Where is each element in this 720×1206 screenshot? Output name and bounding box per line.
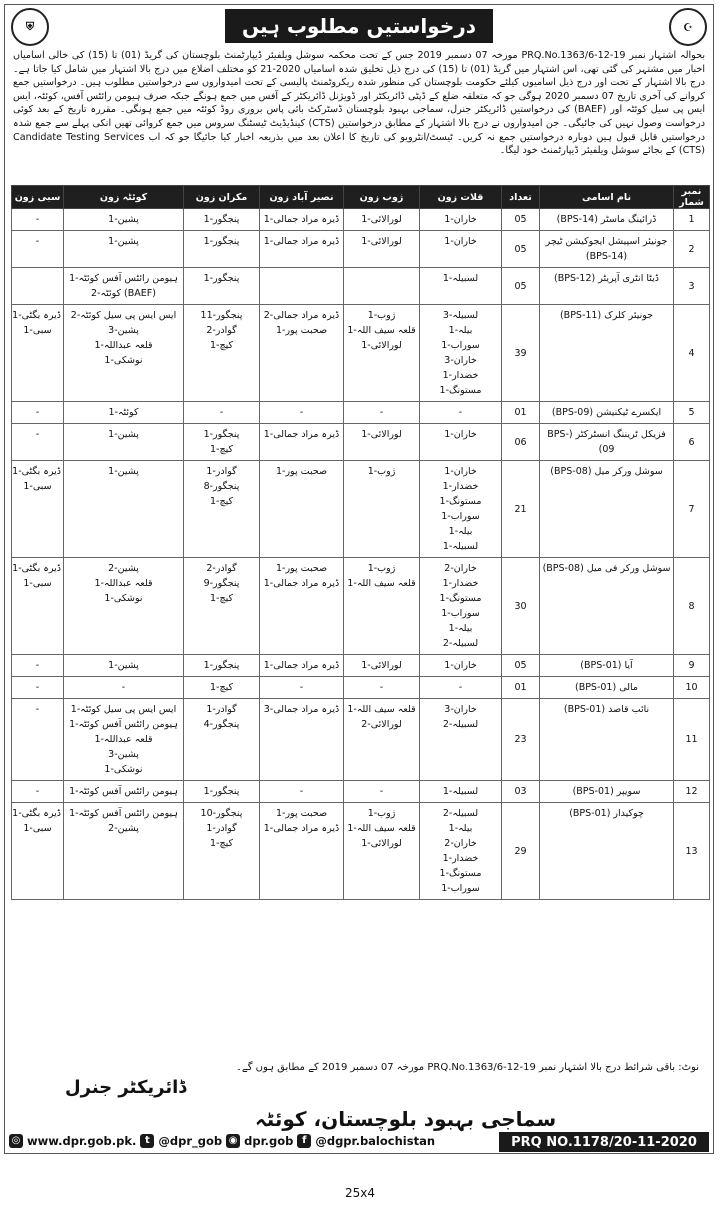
footnote: نوٹ: باقی شرائط درج بالا اشتہار نمبر PRQ.No.1363/6-12-19 مورخہ 07 دسمبر 2019 کے مطابق ہوں گے۔	[235, 1062, 699, 1073]
serial-number: 6	[674, 424, 710, 461]
district-entry: قلعہ سیف اللہ-1	[347, 704, 416, 715]
post-count: 23	[502, 699, 540, 781]
district-entry: ڈیرہ مراد جمالی-1	[263, 660, 340, 671]
district-entry: -	[458, 682, 463, 693]
zone-quetta-cell	[64, 402, 184, 424]
district-entry: سوراب-1	[441, 883, 480, 894]
zone-nasirabad-cell	[260, 231, 344, 268]
district-entry: پنجگور-10	[200, 808, 243, 819]
district-entry: -	[35, 786, 40, 797]
district-entry: لسبیلہ-1	[442, 786, 479, 797]
zone-quetta-cell	[64, 803, 184, 900]
district-entry: ژوب-1	[367, 310, 396, 321]
district-entry: -	[299, 407, 304, 418]
district-entry: -	[219, 407, 224, 418]
zone-kalat-cell	[420, 699, 502, 781]
zone-nasirabad-cell	[260, 461, 344, 558]
district-entry: پشین-1	[108, 214, 139, 225]
district-entry: خضدار-1	[442, 578, 479, 589]
column-header: سبی زون	[12, 186, 64, 209]
zone-sibi-cell	[12, 305, 64, 402]
zone-sibi-cell	[12, 655, 64, 677]
serial-number: 13	[674, 803, 710, 900]
zone-makran-cell	[184, 781, 260, 803]
district-entry: بیلہ-1	[448, 823, 473, 834]
district-entry: پنجگور-1	[203, 429, 240, 440]
district-entry: لورالائی-1	[361, 660, 402, 671]
post-count: 01	[502, 402, 540, 424]
zone-kalat-cell	[420, 209, 502, 231]
district-entry: سوراب-1	[441, 340, 480, 351]
district-entry: -	[121, 682, 126, 693]
district-entry: ڈیرہ بگٹی-1	[12, 808, 61, 819]
zone-kalat-cell	[420, 424, 502, 461]
table-row	[12, 803, 710, 900]
district-entry: ڈیرہ مراد جمالی-1	[263, 236, 340, 247]
district-entry: کیچ-1	[210, 340, 233, 351]
column-header: نام اسامی	[540, 186, 674, 209]
zone-nasirabad-cell	[260, 781, 344, 803]
district-entry: ڈیرہ مراد جمالی-1	[263, 214, 340, 225]
district-entry: پشین-2	[108, 563, 139, 574]
column-header: مکران زون	[184, 186, 260, 209]
district-entry: ژوب-1	[367, 563, 396, 574]
district-entry: ڈیرہ مراد جمالی-2	[263, 310, 340, 321]
district-entry: گوادر-1	[206, 704, 237, 715]
district-entry: خضدار-1	[442, 370, 479, 381]
district-entry: لسبیلہ-1	[442, 541, 479, 552]
zone-nasirabad-cell	[260, 209, 344, 231]
facebook-handle[interactable]: @dgpr.balochistan	[315, 1134, 436, 1148]
district-entry: کیچ-1	[210, 682, 233, 693]
table-body	[12, 209, 710, 900]
district-entry: لسبیلہ-2	[442, 808, 479, 819]
district-entry: -	[35, 407, 40, 418]
district-entry: خاران-1	[444, 236, 477, 247]
zone-zhob-cell	[344, 781, 420, 803]
serial-number: 4	[674, 305, 710, 402]
district-entry: صحبت پور-1	[275, 325, 328, 336]
zone-makran-cell	[184, 402, 260, 424]
district-entry: کیچ-1	[210, 496, 233, 507]
district-entry: -	[379, 407, 384, 418]
zone-quetta-cell	[64, 231, 184, 268]
post-count: 30	[502, 558, 540, 655]
table-row	[12, 461, 710, 558]
table-row	[12, 699, 710, 781]
zone-kalat-cell	[420, 402, 502, 424]
district-entry: (BAEF) کوئٹہ-2	[91, 288, 156, 299]
signatory-department: سماجی بہبود بلوچستان، کوئٹہ	[255, 1107, 557, 1131]
district-entry: -	[299, 786, 304, 797]
district-entry: خاران-1	[444, 429, 477, 440]
zone-nasirabad-cell	[260, 677, 344, 699]
district-entry: پنجگور-8	[203, 481, 240, 492]
district-entry: -	[379, 786, 384, 797]
table-row	[12, 305, 710, 402]
district-entry: خاران-2	[444, 838, 477, 849]
zone-kalat-cell	[420, 655, 502, 677]
post-name: ایکسرے ٹیکنیشن (BPS-09)	[540, 402, 674, 424]
zone-zhob-cell	[344, 209, 420, 231]
zone-kalat-cell	[420, 231, 502, 268]
serial-number: 9	[674, 655, 710, 677]
serial-number: 3	[674, 268, 710, 305]
table-row	[12, 231, 710, 268]
district-entry: قلعہ عبداللہ-1	[94, 734, 153, 745]
district-entry: مستونگ-1	[439, 868, 482, 879]
zone-kalat-cell	[420, 558, 502, 655]
district-entry: پشین-3	[108, 325, 139, 336]
district-entry: -	[299, 682, 304, 693]
district-entry: -	[35, 660, 40, 671]
column-header: نمبر شمار	[674, 186, 710, 209]
district-entry: لسبیلہ-3	[442, 310, 479, 321]
zone-zhob-cell	[344, 461, 420, 558]
footer	[5, 1130, 713, 1154]
district-entry: سبی-1	[23, 823, 52, 834]
vacancies-table	[11, 185, 710, 900]
zone-sibi-cell	[12, 268, 64, 305]
district-entry: قلعہ عبداللہ-1	[94, 340, 153, 351]
district-entry: لسبیلہ-1	[442, 273, 479, 284]
post-name: جونیئر کلرک (BPS-11)	[540, 305, 674, 402]
serial-number: 12	[674, 781, 710, 803]
district-entry: قلعہ عبداللہ-1	[94, 578, 153, 589]
district-entry: لورالائی-1	[361, 429, 402, 440]
zone-makran-cell	[184, 699, 260, 781]
district-entry: لسبیلہ-2	[442, 638, 479, 649]
district-entry: ڈیرہ مراد جمالی-1	[263, 429, 340, 440]
district-entry: صحبت پور-1	[275, 563, 328, 574]
district-entry: سوراب-1	[441, 511, 480, 522]
district-entry: نوشکی-1	[104, 764, 143, 775]
zone-makran-cell	[184, 558, 260, 655]
district-entry: لورالائی-1	[361, 214, 402, 225]
post-count: 05	[502, 268, 540, 305]
zone-sibi-cell	[12, 461, 64, 558]
post-count: 01	[502, 677, 540, 699]
district-entry: پنجگور-9	[203, 578, 240, 589]
district-entry: سبی-1	[23, 481, 52, 492]
post-name: نائب قاصد (BPS-01)	[540, 699, 674, 781]
instagram-handle[interactable]: dpr.gob	[244, 1134, 294, 1148]
twitter-handle[interactable]: @dpr_gob	[158, 1134, 223, 1148]
column-header: کوئٹہ زون	[64, 186, 184, 209]
table-row	[12, 268, 710, 305]
district-entry: پشین-1	[108, 429, 139, 440]
district-entry: ڈیرہ بگٹی-1	[12, 466, 61, 477]
post-name: ڈرائینگ ماسٹر (BPS-14)	[540, 209, 674, 231]
column-header: قلات زون	[420, 186, 502, 209]
zone-nasirabad-cell	[260, 424, 344, 461]
district-entry: خاران-3	[444, 704, 477, 715]
serial-number: 7	[674, 461, 710, 558]
zone-zhob-cell	[344, 424, 420, 461]
serial-number: 2	[674, 231, 710, 268]
page-title: درخواستیں مطلوب ہیں	[225, 9, 493, 43]
district-entry: سبی-1	[23, 325, 52, 336]
zone-quetta-cell	[64, 461, 184, 558]
district-entry: صحبت پور-1	[275, 808, 328, 819]
zone-quetta-cell	[64, 209, 184, 231]
district-entry: خضدار-1	[442, 853, 479, 864]
prq-number: PRQ NO.1178/20-11-2020	[499, 1132, 709, 1152]
column-header: ژوب زون	[344, 186, 420, 209]
govt-balochistan-emblem-icon: ☪	[669, 8, 707, 46]
district-entry: -	[379, 682, 384, 693]
district-entry: قلعہ سیف اللہ-1	[347, 823, 416, 834]
zone-quetta-cell	[64, 305, 184, 402]
district-entry: مستونگ-1	[439, 593, 482, 604]
zone-makran-cell	[184, 268, 260, 305]
table-row	[12, 558, 710, 655]
post-name: چوکیدار (BPS-01)	[540, 803, 674, 900]
post-count: 29	[502, 803, 540, 900]
zone-quetta-cell	[64, 424, 184, 461]
zone-zhob-cell	[344, 305, 420, 402]
district-entry: پشین-1	[108, 236, 139, 247]
district-entry: گوادر-2	[206, 325, 237, 336]
zone-kalat-cell	[420, 677, 502, 699]
zone-quetta-cell	[64, 677, 184, 699]
district-entry: خاران-1	[444, 660, 477, 671]
zone-makran-cell	[184, 803, 260, 900]
table-row	[12, 677, 710, 699]
zone-kalat-cell	[420, 268, 502, 305]
district-entry: بیلہ-1	[448, 325, 473, 336]
district-entry: بیلہ-1	[448, 526, 473, 537]
district-entry: لورالائی-1	[361, 838, 402, 849]
signatory-designation: ڈائریکٹر جنرل	[65, 1077, 187, 1098]
post-count: 03	[502, 781, 540, 803]
facebook-icon: f	[297, 1134, 311, 1148]
post-count: 05	[502, 655, 540, 677]
zone-zhob-cell	[344, 803, 420, 900]
district-entry: ایس ایس پی سیل کوئٹہ-1	[70, 704, 177, 715]
zone-kalat-cell	[420, 803, 502, 900]
post-name: آیا (BPS-01)	[540, 655, 674, 677]
zone-makran-cell	[184, 231, 260, 268]
district-entry: پنجگور-1	[203, 786, 240, 797]
district-entry: ہیومن رائٹس آفس کوئٹہ-1	[69, 808, 178, 819]
zone-quetta-cell	[64, 268, 184, 305]
post-name: سوشل ورکر فی میل (BPS-08)	[540, 558, 674, 655]
social-links	[9, 1134, 435, 1148]
zone-sibi-cell	[12, 231, 64, 268]
intro-paragraph: بحوالہ اشتہار نمبر PRQ.No.1363/6-12-19 مورخہ 07 دسمبر 2019 جس کے تحت محکمہ سوشل ویلفیئر ڈیپارٹمنٹ بلوچستان کی گریڈ (01) تا (15) کی خالی اسامیاں اخبار میں مشتہر کی گئی تھی، اس اشتہار میں گریڈ (01) تا (15) کی درج ذیل تخلیق شدہ اسامیاں 2020-21 کو مختلف اضلاع میں درج بالا اشتہار میں شامل کیا جاتا ہے۔ درج بالا اشتہار کے تحت اور درج ذیل اسامیوں کیلئے حکومت بلوچستان کی منظور شدہ ریکروٹمنٹ پالیسی کے تحت امیدواروں سے درخواستیں مطلوب ہیں۔ درخواستیں جمع کروانے کی آخری تاریخ 07 دسمبر 2020 ہوگی جو کہ متعلقہ ضلع کے ڈپٹی ڈائریکٹر اور ڈویژنل ڈائریکٹر کے آفس میں جمع ہونگے جبکہ صرف ہیومن رائٹس آفس، کوئٹہ، ایس ایس پی سیل کوئٹہ اور (BAEF) کی درخواستیں ڈائریکٹر جنرل، سماجی بہبود بلوچستان ڈسٹرکٹ بائی پاس بروری روڈ کوئٹہ میں جمع ہونگی۔ مقررہ تاریخ کے بعد کوئی درخواست وصول نہیں کی جائیگی۔ جن امیدواروں نے درج بالا اشتہار کے مطابق درخواستیں (CTS) کینڈیڈیٹ ٹیسٹنگ سروس میں جمع کروائی تھیں انکی پہلے سے جمع شدہ درخواستیں قابل قبول ہیں دوبارہ درخواستیں جمع نہ کریں۔ ٹیسٹ/انٹرویو کی تاریخ کا اعلان بعد میں بذریعہ اخبار کیا جائیگا جو کہ اب Candidate Testing Services (CTS) کے بجائے سوشل ویلفیئر ڈیپارٹمنٹ خود لیگا۔	[13, 50, 706, 157]
zone-makran-cell	[184, 677, 260, 699]
zone-kalat-cell	[420, 461, 502, 558]
advertisement	[4, 4, 714, 1154]
zone-quetta-cell	[64, 781, 184, 803]
zone-sibi-cell	[12, 677, 64, 699]
district-entry: -	[35, 236, 40, 247]
district-entry: لورالائی-1	[361, 236, 402, 247]
district-entry: -	[35, 704, 40, 715]
district-entry: پشین-1	[108, 466, 139, 477]
district-entry: بیلہ-1	[448, 623, 473, 634]
district-entry: پشین-2	[108, 823, 139, 834]
table-row	[12, 781, 710, 803]
social-welfare-logo-icon: ⛨	[11, 8, 49, 46]
table-row	[12, 655, 710, 677]
zone-zhob-cell	[344, 558, 420, 655]
post-name: جونیئر اسپیشل ایجوکیشن ٹیچر (BPS-14)	[540, 231, 674, 268]
district-entry: ڈیرہ مراد جمالی-1	[263, 823, 340, 834]
serial-number: 5	[674, 402, 710, 424]
table-row	[12, 424, 710, 461]
zone-makran-cell	[184, 209, 260, 231]
zone-nasirabad-cell	[260, 268, 344, 305]
district-entry: سبی-1	[23, 578, 52, 589]
district-entry: ڈیرہ بگٹی-1	[12, 563, 61, 574]
district-entry: لورالائی-2	[361, 719, 402, 730]
serial-number: 11	[674, 699, 710, 781]
district-entry: پنجگور-11	[200, 310, 243, 321]
post-count: 39	[502, 305, 540, 402]
district-entry: کیچ-1	[210, 838, 233, 849]
post-name: سوشل ورکر میل (BPS-08)	[540, 461, 674, 558]
zone-nasirabad-cell	[260, 305, 344, 402]
zone-zhob-cell	[344, 699, 420, 781]
serial-number: 10	[674, 677, 710, 699]
district-entry: نوشکی-1	[104, 355, 143, 366]
district-entry: ایس ایس پی سیل کوئٹہ-2	[70, 310, 177, 321]
zone-sibi-cell	[12, 402, 64, 424]
zone-nasirabad-cell	[260, 558, 344, 655]
district-entry: گوادر-2	[206, 563, 237, 574]
district-entry: قلعہ سیف اللہ-1	[347, 578, 416, 589]
district-entry: لورالائی-1	[361, 340, 402, 351]
zone-nasirabad-cell	[260, 699, 344, 781]
district-entry: ڈیرہ مراد جمالی-1	[263, 578, 340, 589]
serial-number: 8	[674, 558, 710, 655]
zone-nasirabad-cell	[260, 402, 344, 424]
column-header: تعداد	[502, 186, 540, 209]
district-entry: پنجگور-1	[203, 273, 240, 284]
district-entry: لسبیلہ-2	[442, 719, 479, 730]
district-entry: پنجگور-4	[203, 719, 240, 730]
zone-sibi-cell	[12, 699, 64, 781]
district-entry: ڈیرہ بگٹی-1	[12, 310, 61, 321]
district-entry: قلعہ سیف اللہ-1	[347, 325, 416, 336]
district-entry: ژوب-1	[367, 466, 396, 477]
serial-number: 1	[674, 209, 710, 231]
column-header: نصیر آباد زون	[260, 186, 344, 209]
district-entry: ژوب-1	[367, 808, 396, 819]
district-entry: ہیومن رائٹس آفس کوئٹہ-1	[69, 786, 178, 797]
district-entry: پنجگور-1	[203, 236, 240, 247]
district-entry: گوادر-1	[206, 466, 237, 477]
zone-makran-cell	[184, 461, 260, 558]
website-link[interactable]: www.dpr.gob.pk.	[27, 1134, 137, 1148]
district-entry: صحبت پور-1	[275, 466, 328, 477]
district-entry: -	[458, 407, 463, 418]
district-entry: کیچ-1	[210, 444, 233, 455]
district-entry: گوادر-1	[206, 823, 237, 834]
district-entry: -	[35, 429, 40, 440]
zone-sibi-cell	[12, 803, 64, 900]
zone-nasirabad-cell	[260, 655, 344, 677]
district-entry: کوئٹہ-1	[108, 407, 139, 418]
district-entry: مستونگ-1	[439, 496, 482, 507]
post-name: سویپر (BPS-01)	[540, 781, 674, 803]
district-entry: ہیومن رائٹس آفس کوئٹہ-1	[69, 719, 178, 730]
district-entry: خضدار-1	[442, 481, 479, 492]
post-count: 21	[502, 461, 540, 558]
district-entry: مستونگ-1	[439, 385, 482, 396]
twitter-icon: t	[140, 1134, 154, 1148]
ad-size-label: 25x4	[344, 1186, 375, 1200]
district-entry: خاران-1	[444, 214, 477, 225]
zone-sibi-cell	[12, 424, 64, 461]
post-count: 05	[502, 231, 540, 268]
district-entry: پنجگور-1	[203, 660, 240, 671]
zone-kalat-cell	[420, 305, 502, 402]
zone-makran-cell	[184, 424, 260, 461]
district-entry: پشین-3	[108, 749, 139, 760]
table-row	[12, 209, 710, 231]
district-entry: ہیومن رائٹس آفس کوئٹہ-1	[69, 273, 178, 284]
zone-quetta-cell	[64, 655, 184, 677]
district-entry: پنجگور-1	[203, 214, 240, 225]
table-header-row	[12, 186, 710, 209]
zone-zhob-cell	[344, 231, 420, 268]
district-entry: خاران-3	[444, 355, 477, 366]
zone-sibi-cell	[12, 781, 64, 803]
district-entry: کیچ-1	[210, 593, 233, 604]
zone-quetta-cell	[64, 558, 184, 655]
zone-kalat-cell	[420, 781, 502, 803]
post-name: مالی (BPS-01)	[540, 677, 674, 699]
post-count: 05	[502, 209, 540, 231]
zone-makran-cell	[184, 655, 260, 677]
post-count: 06	[502, 424, 540, 461]
district-entry: پشین-1	[108, 660, 139, 671]
zone-makran-cell	[184, 305, 260, 402]
zone-sibi-cell	[12, 558, 64, 655]
zone-zhob-cell	[344, 402, 420, 424]
district-entry: سوراب-1	[441, 608, 480, 619]
district-entry: -	[35, 214, 40, 225]
header	[5, 5, 713, 49]
post-name: فزیکل ٹریننگ انسٹرکٹر (BPS-09)	[540, 424, 674, 461]
zone-zhob-cell	[344, 655, 420, 677]
district-entry: خاران-2	[444, 563, 477, 574]
zone-sibi-cell	[12, 209, 64, 231]
post-name: ڈیٹا انٹری آپریٹر (BPS-12)	[540, 268, 674, 305]
district-entry: نوشکی-1	[104, 593, 143, 604]
zone-zhob-cell	[344, 677, 420, 699]
zone-zhob-cell	[344, 268, 420, 305]
zone-nasirabad-cell	[260, 803, 344, 900]
district-entry: ڈیرہ مراد جمالی-3	[263, 704, 340, 715]
instagram-icon: ◉	[226, 1134, 240, 1148]
district-entry: خاران-1	[444, 466, 477, 477]
intro-text	[13, 49, 705, 158]
globe-icon: ◎	[9, 1134, 23, 1148]
table-row	[12, 402, 710, 424]
zone-quetta-cell	[64, 699, 184, 781]
district-entry: -	[35, 682, 40, 693]
